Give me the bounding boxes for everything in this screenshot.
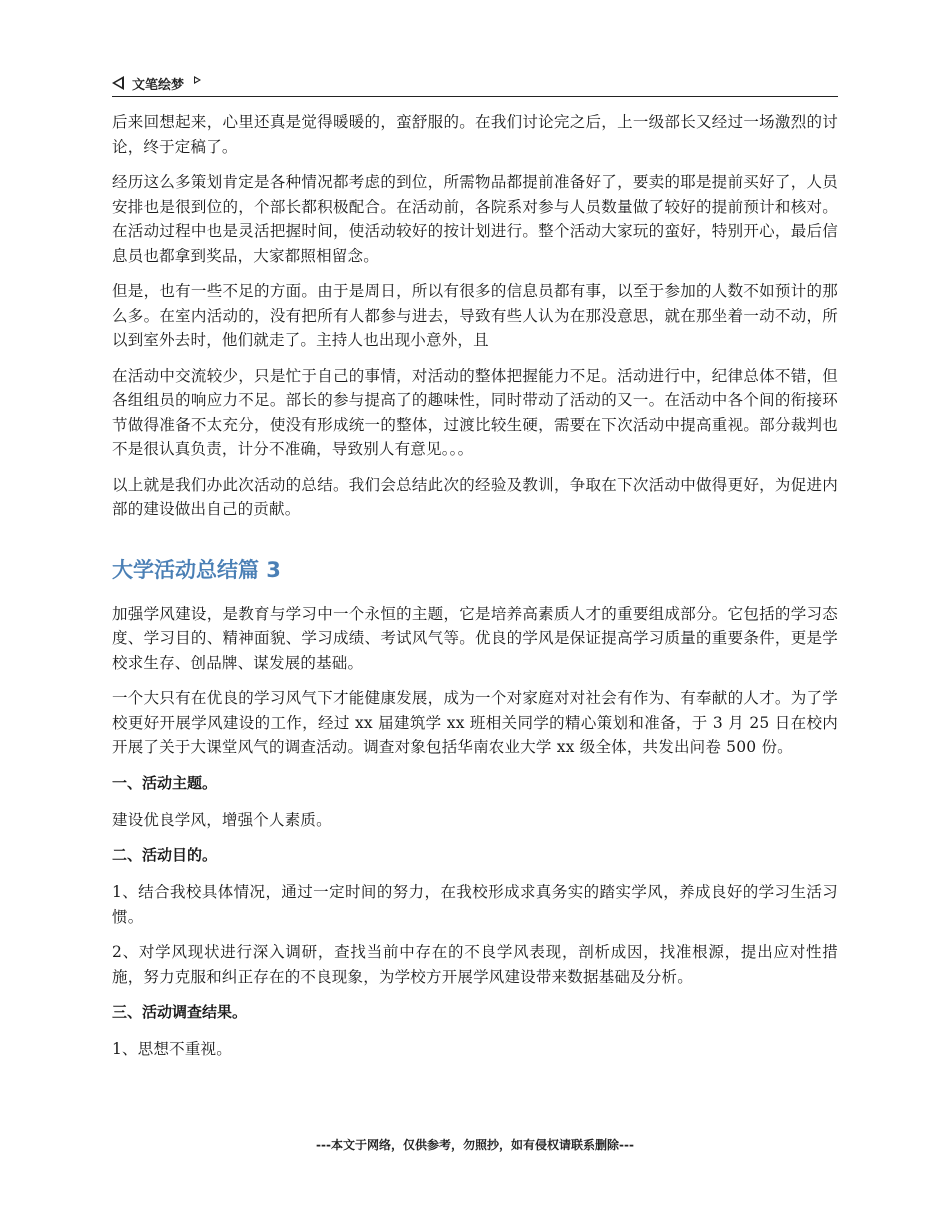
next-arrow-icon[interactable] [194,76,201,84]
brand-name: 文笔绘梦 [132,77,185,93]
paragraph: 建设优良学风，增强个人素质。 [112,810,332,829]
paragraph: 经历这么多策划肯定是各种情况都考虑的到位，所需物品都提前准备好了，要卖的耶是提前买好了，人员安排也是很到位的，个部长都积极配合。在活动前，各院系对参与人员数量做了较好的提前预计和核对。在活动过程中也是灵活把握时间，使活动较好的按计划进行。整个活动大家玩的蛮好，特别开心，最后信息员也都拿到奖品，大家都照相留念。 [112,173,838,265]
list-item: 1、思想不重视。 [112,1040,232,1058]
document-body [112,110,838,1073]
page-footer: ---本文于网络，仅供参考，勿照抄，如有侵权请联系删除--- [316,1138,634,1152]
prev-arrow-icon[interactable] [112,76,124,90]
paragraph: 加强学风建设，是教育与学习中一个永恒的主题，它是培养高素质人才的重要组成部分。它包括的学习态度、学习目的、精神面貌、学习成绩、考试风气等。优良的学风是保证提高学习质量的重要条件，更是学校求生存、创品牌、谋发展的基础。 [112,604,838,672]
paragraph: 在活动中交流较少，只是忙于自己的事情，对活动的整体把握能力不足。活动进行中，纪律总体不错，但各组组员的响应力不足。部长的参与提高了的趣味性，同时带动了活动的又一。在活动中各个间的衔接环节做得准备不太充分，使没有形成统一的整体，过渡比较生硬，需要在下次活动中提高重视。部分裁判也不是很认真负责，计分不准确，导致别人有意见。。。 [112,366,838,458]
paragraph: 后来回想起来，心里还真是觉得暖暖的，蛮舒服的。在我们讨论完之后，上一级部长又经过一场激烈的讨论，终于定稿了。 [112,113,838,156]
subsection-title: 二、活动目的。 [112,846,218,864]
paragraph: 但是，也有一些不足的方面。由于是周日，所以有很多的信息员都有事，以至于参加的人数不如预计的那么多。在室内活动的，没有把所有人都参与进去，导致有些人认为在那没意思，就在那坐着一动不动，所以到室外去时，他们就走了。主持人也出现小意外，且 [112,282,838,349]
subsection-title: 一、活动主题。 [112,773,218,792]
section-title: 大学活动总结篇 3 [112,557,281,582]
subsection-title: 三、活动调查结果。 [112,1003,248,1021]
paragraph: 一个大只有在优良的学习风气下才能健康发展，成为一个对家庭对对社会有作为、有奉献的人才。为了学校更好开展学风建设的工作，经过 xx 届建筑学 xx 班相关同学的精心策划和准备，于 3 月 25 日在校内开展了关于大课堂风气的调查活动。调查对象包括华南农业大学 xx 级全体，共发出问卷 500 份。 [112,689,838,756]
paragraph: 以上就是我们办此次活动的总结。我们会总结此次的经验及教训，争取在下次活动中做得更好，为促进内部的建设做出自己的贡献。 [112,475,838,518]
list-item: 1、结合我校具体情况，通过一定时间的努力，在我校形成求真务实的踏实学风，养成良好的学习生活习惯。 [112,883,838,926]
list-item: 2、对学风现状进行深入调研，查找当前中存在的不良学风表现，剖析成因，找准根源，提出应对性措施，努力克服和纠正存在的不良现象，为学校方开展学风建设带来数据基础及分析。 [112,943,838,986]
page-header [112,70,838,97]
